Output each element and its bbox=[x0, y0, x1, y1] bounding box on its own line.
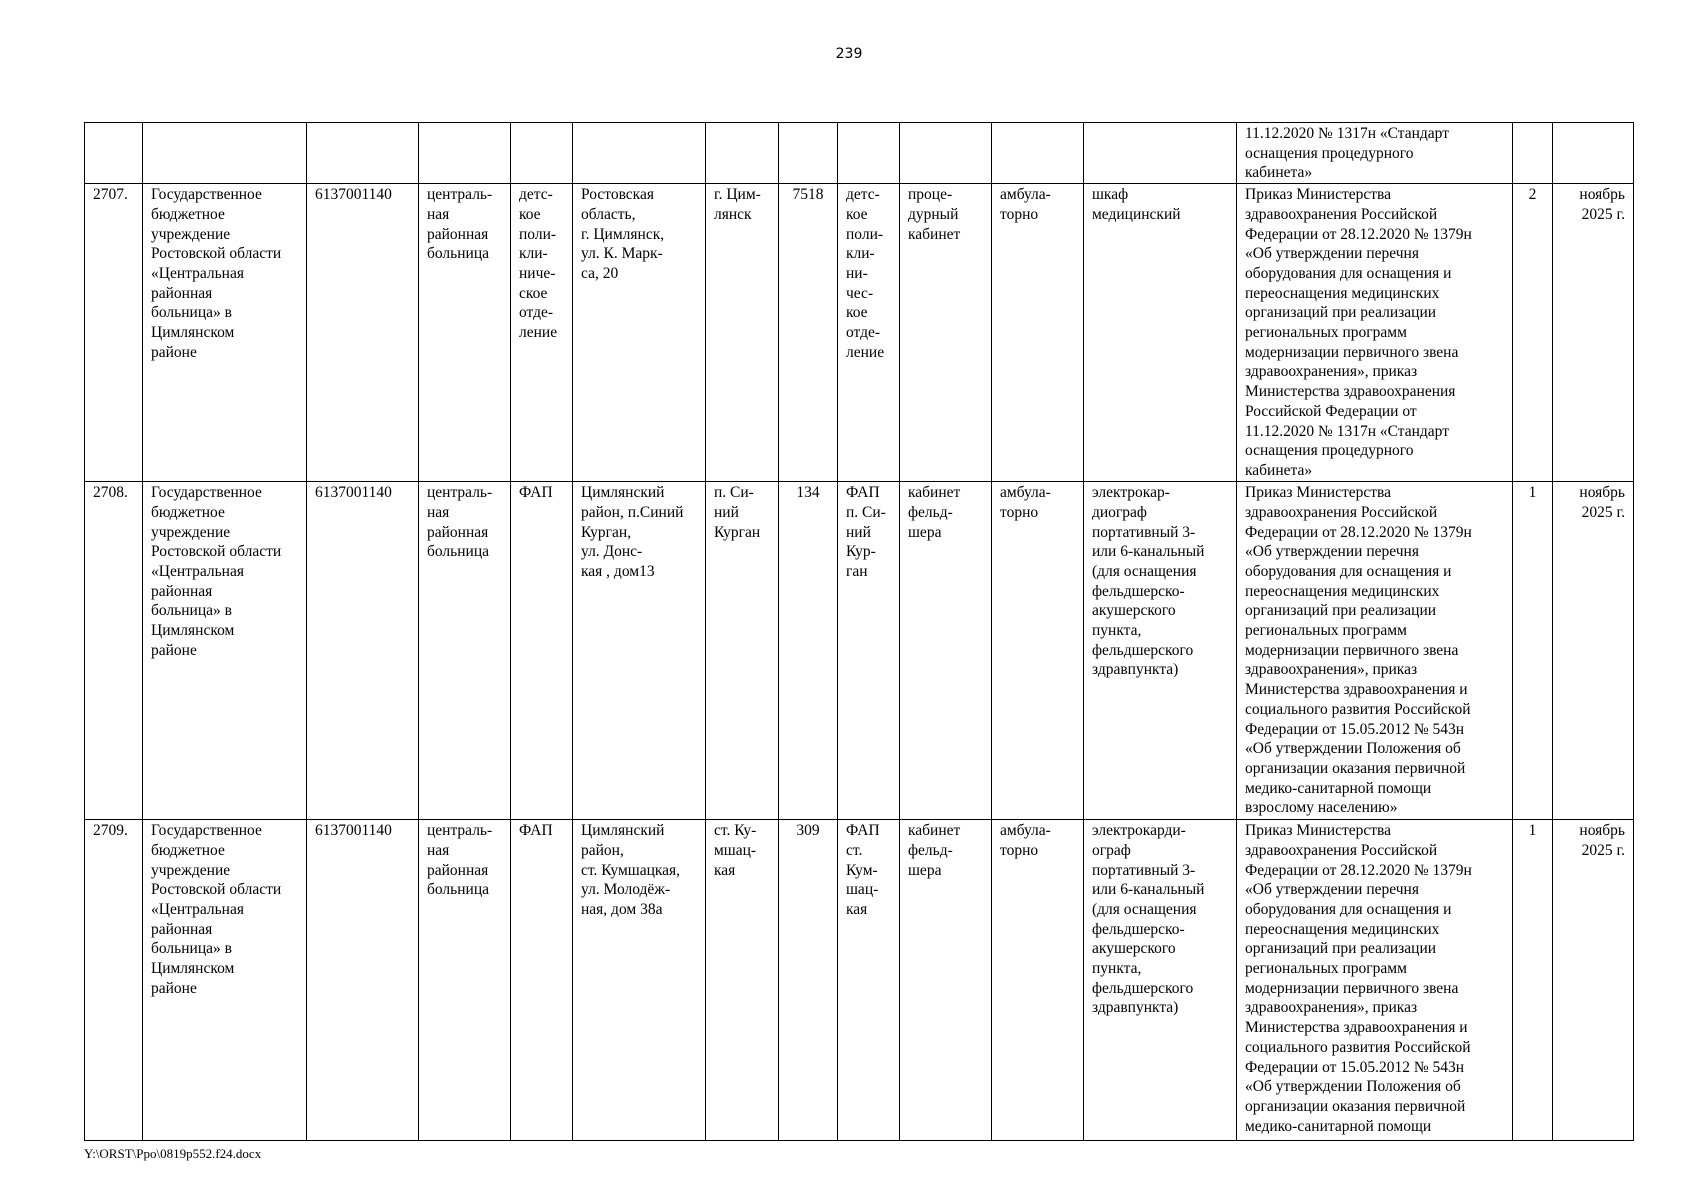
cell-org-type: централь- ная районная больница bbox=[419, 482, 511, 820]
cell-qty: 2 bbox=[1513, 184, 1553, 482]
footer-file-path: Y:\ORST\Ppo\0819p552.f24.docx bbox=[84, 1146, 262, 1161]
cell-inn: 6137001140 bbox=[307, 482, 419, 820]
cell-locality bbox=[706, 123, 779, 184]
equipment-register-table bbox=[84, 122, 1634, 1141]
cell-population: 134 bbox=[779, 482, 838, 820]
cell-unit-type bbox=[511, 123, 573, 184]
cell-population: 309 bbox=[779, 820, 838, 1141]
cell-equipment: электрокарди- ограф портативный 3- или 6-канальный (для оснащения фельдшерско- акушерского пункта, фельдшерского здравпункта) bbox=[1084, 820, 1237, 1141]
cell-qty: 1 bbox=[1513, 482, 1553, 820]
cell-org-type bbox=[419, 123, 511, 184]
cell-population bbox=[779, 123, 838, 184]
cell-inn: 6137001140 bbox=[307, 820, 419, 1141]
cell-unit-type: ФАП bbox=[511, 820, 573, 1141]
cell-org-type: централь- ная районная больница bbox=[419, 184, 511, 482]
cell-date bbox=[1553, 123, 1634, 184]
cell-num: 2709. bbox=[85, 820, 143, 1141]
cell-equipment: электрокар- диограф портативный 3- или 6-канальный (для оснащения фельдшерско- акушерского пункта, фельдшерского здравпункта) bbox=[1084, 482, 1237, 820]
cell-locality: п. Си- ний Курган bbox=[706, 482, 779, 820]
cell-unit: ФАП ст. Кум- шац- кая bbox=[838, 820, 900, 1141]
cell-qty: 1 bbox=[1513, 820, 1553, 1141]
cell-room: кабинет фельд- шера bbox=[900, 820, 992, 1141]
cell-room bbox=[900, 123, 992, 184]
cell-org: Государственное бюджетное учреждение Ростовской области «Центральная районная больница» в Цимлянском районе bbox=[143, 482, 307, 820]
cell-org-type: централь- ная районная больница bbox=[419, 820, 511, 1141]
cell-inn bbox=[307, 123, 419, 184]
cell-locality: ст. Ку- мшац- кая bbox=[706, 820, 779, 1141]
cell-care-type: амбула- торно bbox=[992, 482, 1084, 820]
continuation-row bbox=[85, 123, 1634, 184]
cell-population: 7518 bbox=[779, 184, 838, 482]
cell-date: ноябрь 2025 г. bbox=[1553, 820, 1634, 1141]
cell-num: 2708. bbox=[85, 482, 143, 820]
cell-address bbox=[573, 123, 706, 184]
cell-num: 2707. bbox=[85, 184, 143, 482]
cell-basis: Приказ Министерства здравоохранения Российской Федерации от 28.12.2020 № 1379н «Об утверждении перечня оборудования для оснащения и переоснащения медицинских организаций при реализации региональных программ модернизации первичного звена здравоохранения», приказ Министерства здравоохранения Российской Федерации от 11.12.2020 № 1317н «Стандарт оснащения процедурного кабинета» bbox=[1237, 184, 1513, 482]
cell-basis: Приказ Министерства здравоохранения Российской Федерации от 28.12.2020 № 1379н «Об утверждении перечня оборудования для оснащения и переоснащения медицинских организаций при реализации региональных программ модернизации первичного звена здравоохранения», приказ Министерства здравоохранения и социального развития Российской Федерации от 15.05.2012 № 543н «Об утверждении Положения об организации оказания первичной медико-санитарной помощи взрослому населению» bbox=[1237, 482, 1513, 820]
table-row bbox=[85, 482, 1634, 820]
cell-care-type: амбула- торно bbox=[992, 820, 1084, 1141]
cell-org: Государственное бюджетное учреждение Ростовской области «Центральная районная больница» в Цимлянском районе bbox=[143, 184, 307, 482]
cell-unit bbox=[838, 123, 900, 184]
cell-unit: детс- кое поли- кли- ни- чес- кое отде- ление bbox=[838, 184, 900, 482]
page-number: 239 bbox=[835, 46, 863, 62]
table-row bbox=[85, 184, 1634, 482]
cell-room: проце- дурный кабинет bbox=[900, 184, 992, 482]
cell-qty bbox=[1513, 123, 1553, 184]
cell-inn: 6137001140 bbox=[307, 184, 419, 482]
cell-num bbox=[85, 123, 143, 184]
cell-basis: Приказ Министерства здравоохранения Российской Федерации от 28.12.2020 № 1379н «Об утверждении перечня оборудования для оснащения и переоснащения медицинских организаций при реализации региональных программ модернизации первичного звена здравоохранения», приказ Министерства здравоохранения и социального развития Российской Федерации от 15.05.2012 № 543н «Об утверждении Положения об организации оказания первичной медико-санитарной помощи bbox=[1237, 820, 1513, 1141]
cell-equipment: шкаф медицинский bbox=[1084, 184, 1237, 482]
cell-date: ноябрь 2025 г. bbox=[1553, 482, 1634, 820]
cell-address: Ростовская область, г. Цимлянск, ул. К. Марк- са, 20 bbox=[573, 184, 706, 482]
cell-equipment bbox=[1084, 123, 1237, 184]
cell-care-type bbox=[992, 123, 1084, 184]
cell-unit-type: детс- кое поли- кли- ниче- ское отде- ление bbox=[511, 184, 573, 482]
cell-locality: г. Цим- лянск bbox=[706, 184, 779, 482]
cell-org bbox=[143, 123, 307, 184]
cell-unit: ФАП п. Си- ний Кур- ган bbox=[838, 482, 900, 820]
cell-basis: 11.12.2020 № 1317н «Стандарт оснащения процедурного кабинета» bbox=[1237, 123, 1513, 184]
cell-address: Цимлянский район, п.Синий Курган, ул. Донс- кая , дом13 bbox=[573, 482, 706, 820]
cell-room: кабинет фельд- шера bbox=[900, 482, 992, 820]
cell-care-type: амбула- торно bbox=[992, 184, 1084, 482]
table-row bbox=[85, 820, 1634, 1141]
cell-address: Цимлянский район, ст. Кумшацкая, ул. Молодёж- ная, дом 38а bbox=[573, 820, 706, 1141]
cell-unit-type: ФАП bbox=[511, 482, 573, 820]
cell-date: ноябрь 2025 г. bbox=[1553, 184, 1634, 482]
cell-org: Государственное бюджетное учреждение Ростовской области «Центральная районная больница» в Цимлянском районе bbox=[143, 820, 307, 1141]
